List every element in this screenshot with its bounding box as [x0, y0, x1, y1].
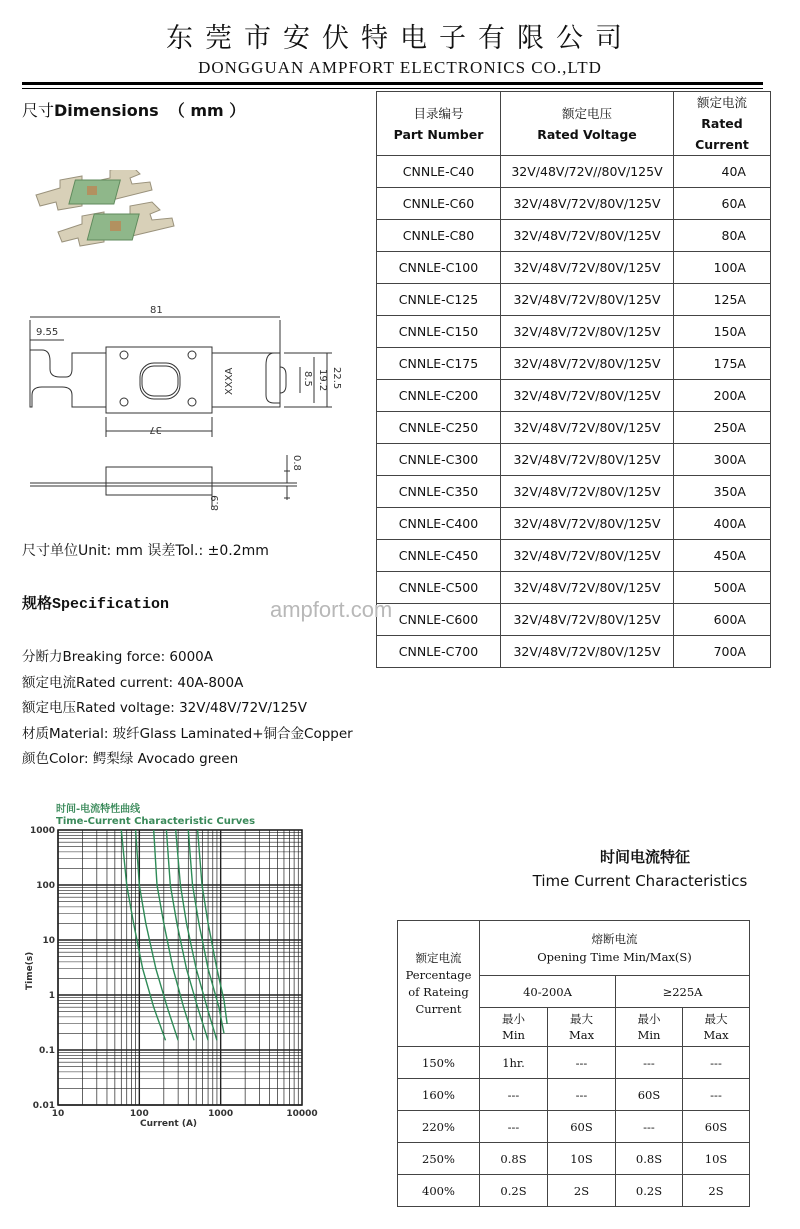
chart-ylabel: Time(s) [25, 951, 35, 990]
time-current-table [397, 920, 750, 1207]
company-name-cn: 东莞市安伏特电子有限公司 [166, 23, 634, 54]
tc-title-en: Time Current Characteristics [532, 872, 748, 890]
y-tick-label: 1000 [29, 826, 55, 836]
part-number-table [376, 91, 771, 668]
header-rated-voltage: 额定电压 Rated Voltage [501, 92, 674, 156]
chart-title: 时间-电流特性曲线 [56, 804, 141, 815]
dim-08: 0.8 [291, 455, 302, 471]
series-line-60A [136, 830, 179, 1040]
table-row: CNNLE-C175 32V/48V/72V/80V/125V 175A [377, 348, 771, 380]
chart-series [121, 830, 227, 1040]
x-tick-label: 10 [51, 1109, 65, 1119]
table-row: CNNLE-C250 32V/48V/72V/80V/125V 250A [377, 412, 771, 444]
header-range-2: ≥225A [616, 976, 750, 1008]
watermark: ampfort.com [270, 597, 393, 622]
table-row: CNNLE-C125 32V/48V/72V/80V/125V 125A [377, 284, 771, 316]
table-row: CNNLE-C200 32V/48V/72V/80V/125V 200A [377, 380, 771, 412]
table-row: CNNLE-C40 32V/48V/72V//80V/125V 40A [377, 156, 771, 188]
unit-tolerance: 尺寸单位Unit: mm 误差Tol.: ±0.2mm [22, 543, 269, 559]
y-tick-label: 10 [42, 936, 55, 946]
header-max: 最大 Max [548, 1008, 616, 1047]
part-marking: XXXA [224, 367, 235, 395]
specification-list [22, 645, 353, 773]
dim-192: 19.2 [317, 369, 328, 392]
header-rule [22, 82, 763, 85]
chart-subtitle: Time-Current Characteristic Curves [56, 816, 256, 827]
table-row: 160% --- --- 60S --- [398, 1079, 750, 1111]
header-max: 最大 Max [683, 1008, 750, 1047]
table-row: CNNLE-C100 32V/48V/72V/80V/125V 100A [377, 252, 771, 284]
header-rule-thin [22, 88, 763, 89]
table-row: 150% 1hr. --- --- --- [398, 1047, 750, 1079]
dim-89: 8.9 [210, 495, 221, 511]
header-rated-current: 额定电流 Rated Current [674, 92, 771, 156]
chart-grid [58, 830, 302, 1105]
header-opening-time: 熔断电流 Opening Time Min/Max(S) [480, 921, 750, 976]
dim-955: 9.55 [36, 327, 59, 338]
company-name-en: DONGGUAN AMPFORT ELECTRONICS CO.,LTD [198, 58, 602, 77]
table-row: CNNLE-C600 32V/48V/72V/80V/125V 600A [377, 604, 771, 636]
x-tick-label: 100 [129, 1109, 149, 1119]
header-range-1: 40-200A [480, 976, 616, 1008]
fuse-image-back [36, 170, 152, 210]
x-tick-label: 10000 [286, 1109, 318, 1119]
dim-81: 81 [150, 305, 163, 316]
y-tick-label: 0.1 [39, 1046, 55, 1056]
product-photo [30, 170, 180, 255]
chart-frame [58, 830, 302, 1105]
tc-title-cn: 时间电流特征 [599, 848, 690, 866]
header-min: 最小 Min [480, 1008, 548, 1047]
fuse-image-front [58, 202, 174, 246]
dim-85: 8.5 [302, 371, 313, 387]
dimensions-title [22, 98, 245, 121]
dim-225: 22.5 [331, 367, 342, 390]
table-row: 400% 0.2S 2S 0.2S 2S [398, 1175, 750, 1207]
dimensions-title-unit: （ mm ） [168, 101, 246, 120]
table-row: CNNLE-C150 32V/48V/72V/80V/125V 150A [377, 316, 771, 348]
time-current-chart [22, 800, 322, 1130]
dimension-drawing [22, 295, 342, 535]
table-row: CNNLE-C350 32V/48V/72V/80V/125V 350A [377, 476, 771, 508]
y-tick-label: 100 [36, 881, 55, 891]
spec-breaking-force: 分断力Breaking force: 6000A [22, 649, 214, 665]
spec-material: 材质Material: 玻纤Glass Laminated+铜合金Copper [22, 725, 353, 742]
table-row: CNNLE-C500 32V/48V/72V/80V/125V 500A [377, 572, 771, 604]
table-row: CNNLE-C60 32V/48V/72V/80V/125V 60A [377, 188, 771, 220]
chart-xlabel: Current (A) [140, 1119, 198, 1129]
specification-title: 规格Specification [22, 596, 170, 613]
y-tick-label: 0.01 [32, 1101, 55, 1111]
table-row: CNNLE-C400 32V/48V/72V/80V/125V 400A [377, 508, 771, 540]
dim-37: 37 [149, 424, 162, 435]
dimensions-title-en: Dimensions [54, 101, 159, 120]
header-min: 最小 Min [616, 1008, 683, 1047]
series-line-40A [121, 830, 165, 1040]
x-tick-label: 1000 [208, 1109, 234, 1119]
y-tick-label: 1 [48, 991, 55, 1001]
spec-color: 颜色Color: 鳄梨绿 Avocado green [22, 751, 239, 767]
spec-rated-current: 额定电流Rated current: 40A-800A [22, 674, 244, 691]
table-row: 220% --- 60S --- 60S [398, 1111, 750, 1143]
header-percentage: 额定电流 Percentage of Rateing Current [398, 921, 480, 1047]
header-part-number: 目录编号 Part Number [377, 92, 501, 156]
table-header-row [377, 92, 771, 156]
table-row: 250% 0.8S 10S 0.8S 10S [398, 1143, 750, 1175]
spec-rated-voltage: 额定电压Rated voltage: 32V/48V/72V/125V [22, 700, 307, 716]
table-row: CNNLE-C700 32V/48V/72V/80V/125V 700A [377, 636, 771, 668]
table-row: CNNLE-C300 32V/48V/72V/80V/125V 300A [377, 444, 771, 476]
table-row: CNNLE-C80 32V/48V/72V/80V/125V 80A [377, 220, 771, 252]
dimensions-title-cn: 尺寸 [22, 101, 55, 120]
table-row: CNNLE-C450 32V/48V/72V/80V/125V 450A [377, 540, 771, 572]
